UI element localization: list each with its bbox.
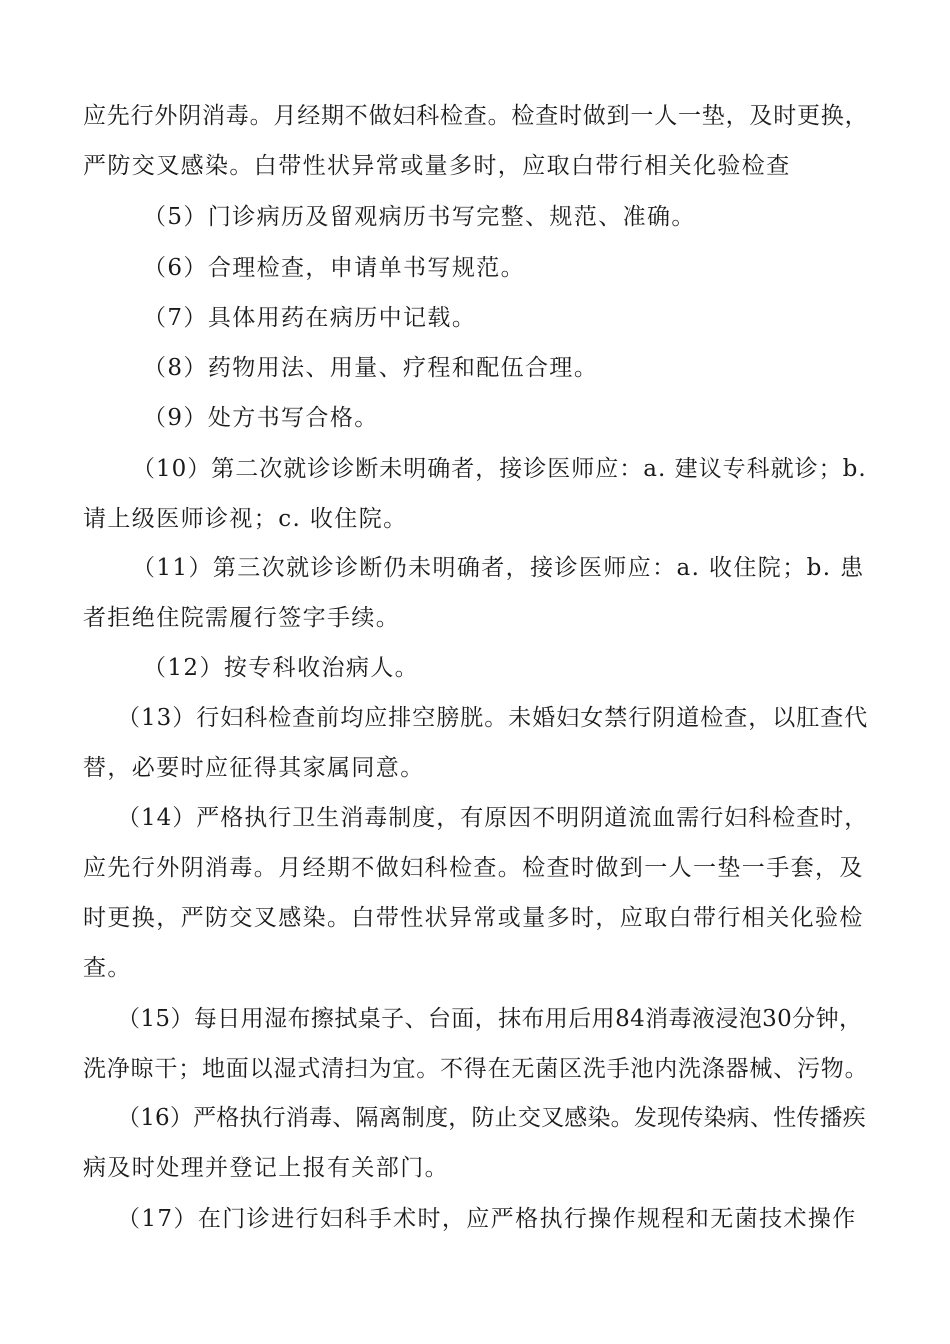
text-line: （12）按专科收治病人。 <box>143 655 420 681</box>
text-line: 请上级医师诊视；c. 收住院。 <box>83 506 408 532</box>
text-line: 应先行外阴消毒。月经期不做妇科检查。检查时做到一人一垫，及时更换， <box>83 103 869 129</box>
text-line: （16）严格执行消毒、隔离制度，防止交叉感染。发现传染病、性传播疾 <box>117 1105 866 1131</box>
text-line: （15）每日用湿布擦拭桌子、台面，抹布用后用84消毒液浸泡30分钟， <box>117 1006 863 1032</box>
text-line: （5）门诊病历及留观病历书写完整、规范、准确。 <box>143 204 696 230</box>
text-line: （8）药物用法、用量、疗程和配伍合理。 <box>143 355 599 381</box>
text-line: （7）具体用药在病历中记载。 <box>143 305 477 331</box>
text-line: （9）处方书写合格。 <box>143 405 379 431</box>
text-line: 替，必要时应征得其家属同意。 <box>83 755 425 781</box>
text-line: （10）第二次就诊诊断未明确者，接诊医师应：a. 建议专科就诊；b. <box>132 456 867 482</box>
text-line: （11）第三次就诊诊断仍未明确者，接诊医师应：a. 收住院；b. 患 <box>132 555 865 581</box>
text-line: （17）在门诊进行妇科手术时，应严格执行操作规程和无菌技术操作 <box>117 1206 857 1232</box>
text-line: 时更换，严防交叉感染。白带性状异常或量多时，应取白带行相关化验检 <box>83 905 864 931</box>
text-line: 严防交叉感染。白带性状异常或量多时，应取白带行相关化验检查 <box>83 153 791 179</box>
text-line: 者拒绝住院需履行签字手续。 <box>83 605 401 631</box>
text-line: 病及时处理并登记上报有关部门。 <box>83 1155 449 1181</box>
text-line: （13）行妇科检查前均应排空膀胱。未婚妇女禁行阴道检查，以肛查代 <box>117 705 869 731</box>
text-line: 洗净晾干；地面以湿式清扫为宜。不得在无菌区洗手池内洗涤器械、污物。 <box>83 1056 869 1082</box>
text-line: （14）严格执行卫生消毒制度，有原因不明阴道流血需行妇科检查时， <box>117 805 869 831</box>
text-line: （6）合理检查，申请单书写规范。 <box>143 255 526 281</box>
text-line: 查。 <box>83 955 132 981</box>
text-line: 应先行外阴消毒。月经期不做妇科检查。检查时做到一人一垫一手套，及 <box>83 855 864 881</box>
